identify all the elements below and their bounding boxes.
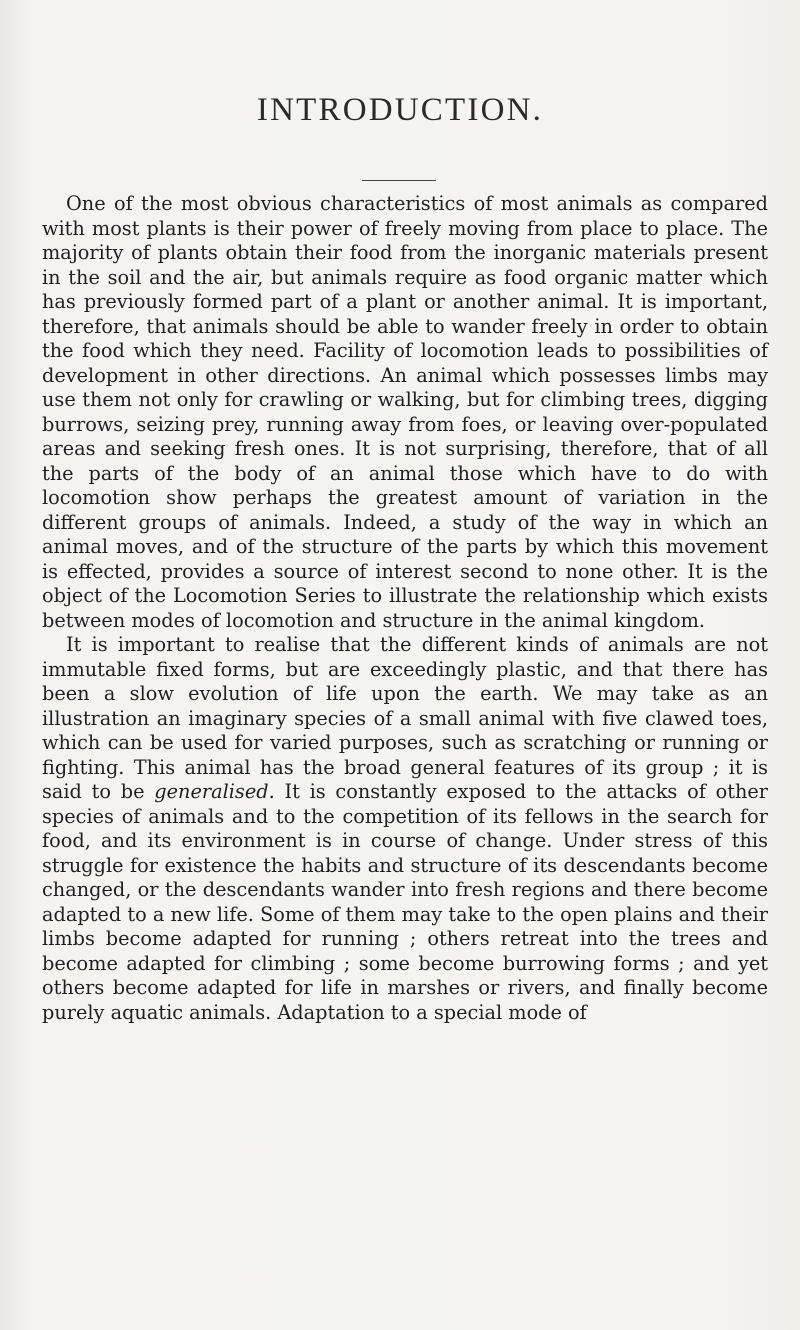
paragraph-2 (42, 633, 768, 1025)
paragraph-1-text: One of the most obvious characteristics of most animals as compared with most plants is their power of freely moving from place to place. The majority of plants obtain their food from the inorganic materials present in the soil and the air, but animals require as food organic matter which has previously formed part of a plant or another animal. It is important, therefore, that animals should be able to wander freely in order to obtain the food which they need. Facility of locomotion leads to possibilities of development in other directions. An animal which possesses limbs may use them not only for crawling or walking, but for climbing trees, digging burrows, seizing prey, running away from foes, or leaving over-populated areas and seeking fresh ones. It is not surprising, therefore, that of all the parts of the body of an animal those which have to do with locomotion show perhaps the greatest amount of variation in the different groups of animals. Indeed, a study of the way in which an animal moves, and of the structure of the parts by which this movement is effected, provides a source of interest second to none other. It is the object of the Locomotion Series to illustrate the relationship which exists between modes of locomotion and structure in the animal kingdom. (42, 192, 768, 632)
paragraph-2-text-start: It is important to realise that the different kinds of animals are not immutable fixed forms, but are exceedingly plastic, and that there has been a slow evolution of life upon the earth. We may take as an illustration an imaginary species of a small animal with five clawed toes, which can be used for varied purposes, such as scratching or running or fighting. This animal has the broad general features of its group ; it is said to be (42, 633, 768, 803)
paragraph-2-text-end: It is constantly exposed to the attacks of other species of animals and to the competition of its fellows in the search for food, and its environment is in course of change. Under stress of this struggle for existence the habits and structure of its descendants become changed, or the descendants wander into fresh regions and there become adapted to a new life. Some of them may take to the open plains and their limbs become adapted for running ; others retreat into the trees and become adapted for climbing ; some become burrowing forms ; and yet others become adapted for life in marshes or rivers, and finally become purely aquatic animals. Adaptation to a special mode of (42, 780, 768, 1024)
paragraph-1 (42, 192, 768, 633)
italic-term-generalised: generalised. (154, 780, 275, 803)
body-text (42, 192, 768, 1025)
chapter-title: INTRODUCTION. (256, 92, 544, 128)
title-divider (362, 180, 436, 181)
